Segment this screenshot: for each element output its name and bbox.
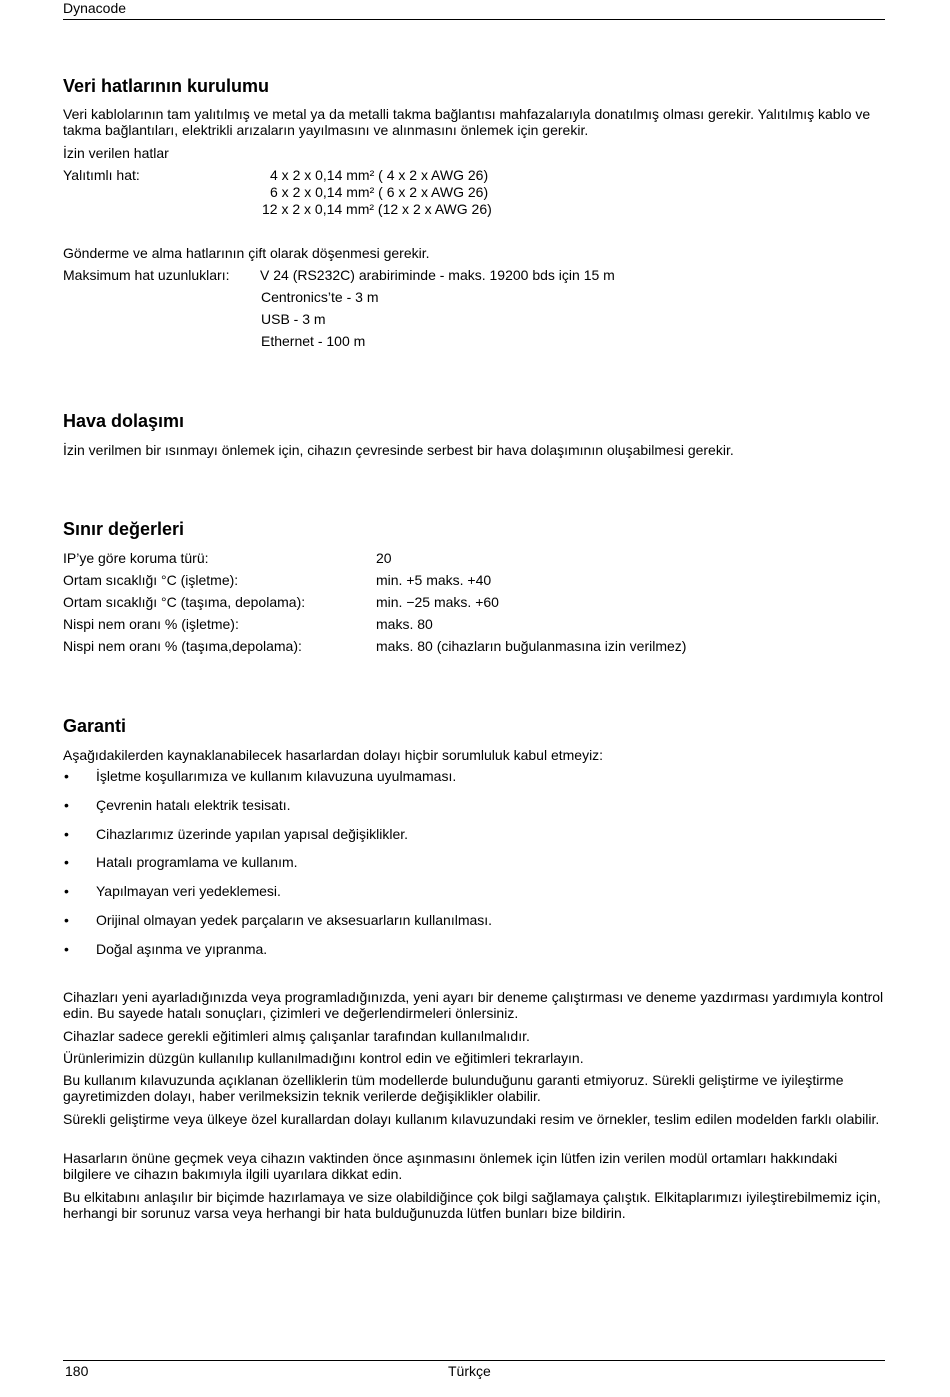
list-item-text: Doğal aşınma ve yıpranma. [96, 940, 268, 957]
list-item-text: Hatalı programlama ve kullanım. [96, 854, 298, 871]
section-heading-limits: Sınır değerleri [63, 519, 185, 539]
pair-note: Gönderme ve alma hatlarının çift olarak döşenmesi gerekir. [63, 245, 430, 261]
page-number: 180 [65, 1363, 89, 1379]
allowed-lines-label: İzin verilen hatlar [63, 145, 169, 161]
list-item [63, 912, 492, 941]
limit-value: maks. 80 (cihazların buğulanmasına izin verilmez) [376, 638, 687, 654]
shielded-line-label: Yalıtımlı hat: [63, 167, 140, 183]
max-length-value: V 24 (RS232C) arabiriminde - maks. 19200 bds için 15 m [260, 267, 615, 283]
warranty-paragraph: Hasarların önüne geçmek veya cihazın vaktinden önce aşınmasını önlemek için lütfen izin verilen modül ortamları hakkındaki bilgilere ve cihazın bakımıyla ilgili uyarılara dikkat edin. [63, 1150, 838, 1182]
bullet-icon: • [64, 940, 69, 957]
shielded-line-value: 12 x 2 x 0,14 mm² (12 x 2 x AWG 26) [262, 201, 492, 217]
section-heading-air-circulation: Hava dolaşımı [63, 411, 185, 431]
footer-language: Türkçe [448, 1363, 491, 1379]
list-item-text: Cihazlarımız üzerinde yapılan yapısal değişiklikler. [96, 825, 409, 842]
limit-label: IP’ye göre koruma türü: [63, 550, 209, 566]
section-heading-data-lines: Veri hatlarının kurulumu [63, 76, 270, 96]
warranty-intro: Aşağıdakilerden kaynaklanabilecek hasarlardan dolayı hiçbir sorumluluk kabul etmeyiz: [63, 747, 604, 763]
air-circulation-text: İzin verilmen bir ısınmayı önlemek için, cihazın çevresinde serbest bir hava dolaşımının oluşabilmesi gerekir. [63, 442, 734, 458]
bullet-icon: • [64, 796, 69, 813]
page-footer [63, 1360, 885, 1379]
warranty-bullet-list [63, 768, 492, 970]
header-title: Dynacode [63, 0, 127, 16]
warranty-paragraph: Cihazlar sadece gerekli eğitimleri almış çalışanlar tarafından kullanılmalıdır. [63, 1028, 530, 1044]
max-length-value: Ethernet - 100 m [261, 333, 366, 349]
max-length-label: Maksimum hat uzunlukları: [63, 267, 230, 283]
list-item [63, 797, 492, 826]
data-lines-intro: Veri kablolarının tam yalıtılmış ve metal ya da metalli takma bağlantısı mahfazalarıyla donatılmış olması gerekir. Yalıtılmış kablo ve takma bağlantıları, elektrikli arızaların yayılmasını ve alınmasını önlemek için gerekir. [63, 106, 871, 138]
bullet-icon: • [64, 911, 69, 928]
list-item [63, 883, 492, 912]
limit-label: Nispi nem oranı % (taşıma,depolama): [63, 638, 302, 654]
section-heading-warranty: Garanti [63, 716, 127, 736]
max-length-value: Centronics’te - 3 m [261, 289, 379, 305]
bullet-icon: • [64, 768, 69, 784]
warranty-paragraph: Bu elkitabını anlaşılır bir biçimde hazırlamaya ve size olabildiğince çok bilgi sağlamaya çalıştık. Elkitaplarımızı iyileştirebilmemiz için, herhangi bir sorunuz varsa veya herhangi bir hata bulduğunuzda lütfen bunları bize bildirin. [63, 1189, 881, 1221]
list-item-text: Çevrenin hatalı elektrik tesisatı. [96, 796, 291, 813]
bullet-icon: • [64, 825, 69, 842]
page-header [63, 0, 885, 20]
warranty-paragraph: Sürekli geliştirme veya ülkeye özel kurallardan dolayı kullanım kılavuzundaki resim ve örnekler, teslim edilen modelden farklı olabilir. [63, 1111, 880, 1127]
warranty-paragraph: Cihazları yeni ayarladığınızda veya programladığınızda, yeni ayarı bir deneme çalıştırması ve deneme yazdırması yardımıyla kontrol edin. Bu sayede hatalı sonuçları, çizimleri ve değerlendirmeleri önlersiniz. [63, 989, 884, 1021]
warranty-paragraph: Bu kullanım kılavuzunda açıklanan özelliklerin tüm modellerde bulunduğunu garanti etmiyoruz. Sürekli geliştirme ve iyileştirme gayretimizden dolayı, haber verilmeksizin teknik verilerde değişiklikler olabilir. [63, 1072, 844, 1104]
list-item-text: İşletme koşullarımıza ve kullanım kılavuzuna uyulmaması. [96, 768, 457, 784]
limit-value: maks. 80 [376, 616, 433, 632]
shielded-line-value: 6 x 2 x 0,14 mm² ( 6 x 2 x AWG 26) [270, 184, 489, 200]
bullet-icon: • [64, 883, 69, 900]
limit-label: Nispi nem oranı % (işletme): [63, 616, 239, 632]
list-item [63, 826, 492, 855]
list-item [63, 854, 492, 883]
limit-value: 20 [376, 550, 392, 566]
limit-label: Ortam sıcaklığı °C (işletme): [63, 572, 239, 588]
list-item [63, 768, 492, 797]
list-item [63, 941, 492, 970]
shielded-line-value: 4 x 2 x 0,14 mm² ( 4 x 2 x AWG 26) [270, 167, 489, 183]
limit-value: min. −25 maks. +60 [376, 594, 499, 610]
list-item-text: Orijinal olmayan yedek parçaların ve aksesuarların kullanılması. [96, 911, 493, 928]
list-item-text: Yapılmayan veri yedeklemesi. [96, 883, 281, 900]
bullet-icon: • [64, 854, 69, 871]
limit-value: min. +5 maks. +40 [376, 572, 492, 588]
limit-label: Ortam sıcaklığı °C (taşıma, depolama): [63, 594, 306, 610]
max-length-value: USB - 3 m [261, 311, 326, 327]
warranty-paragraph: Ürünlerimizin düzgün kullanılıp kullanılmadığını kontrol edin ve eğitimleri tekrarlayın. [63, 1050, 584, 1066]
